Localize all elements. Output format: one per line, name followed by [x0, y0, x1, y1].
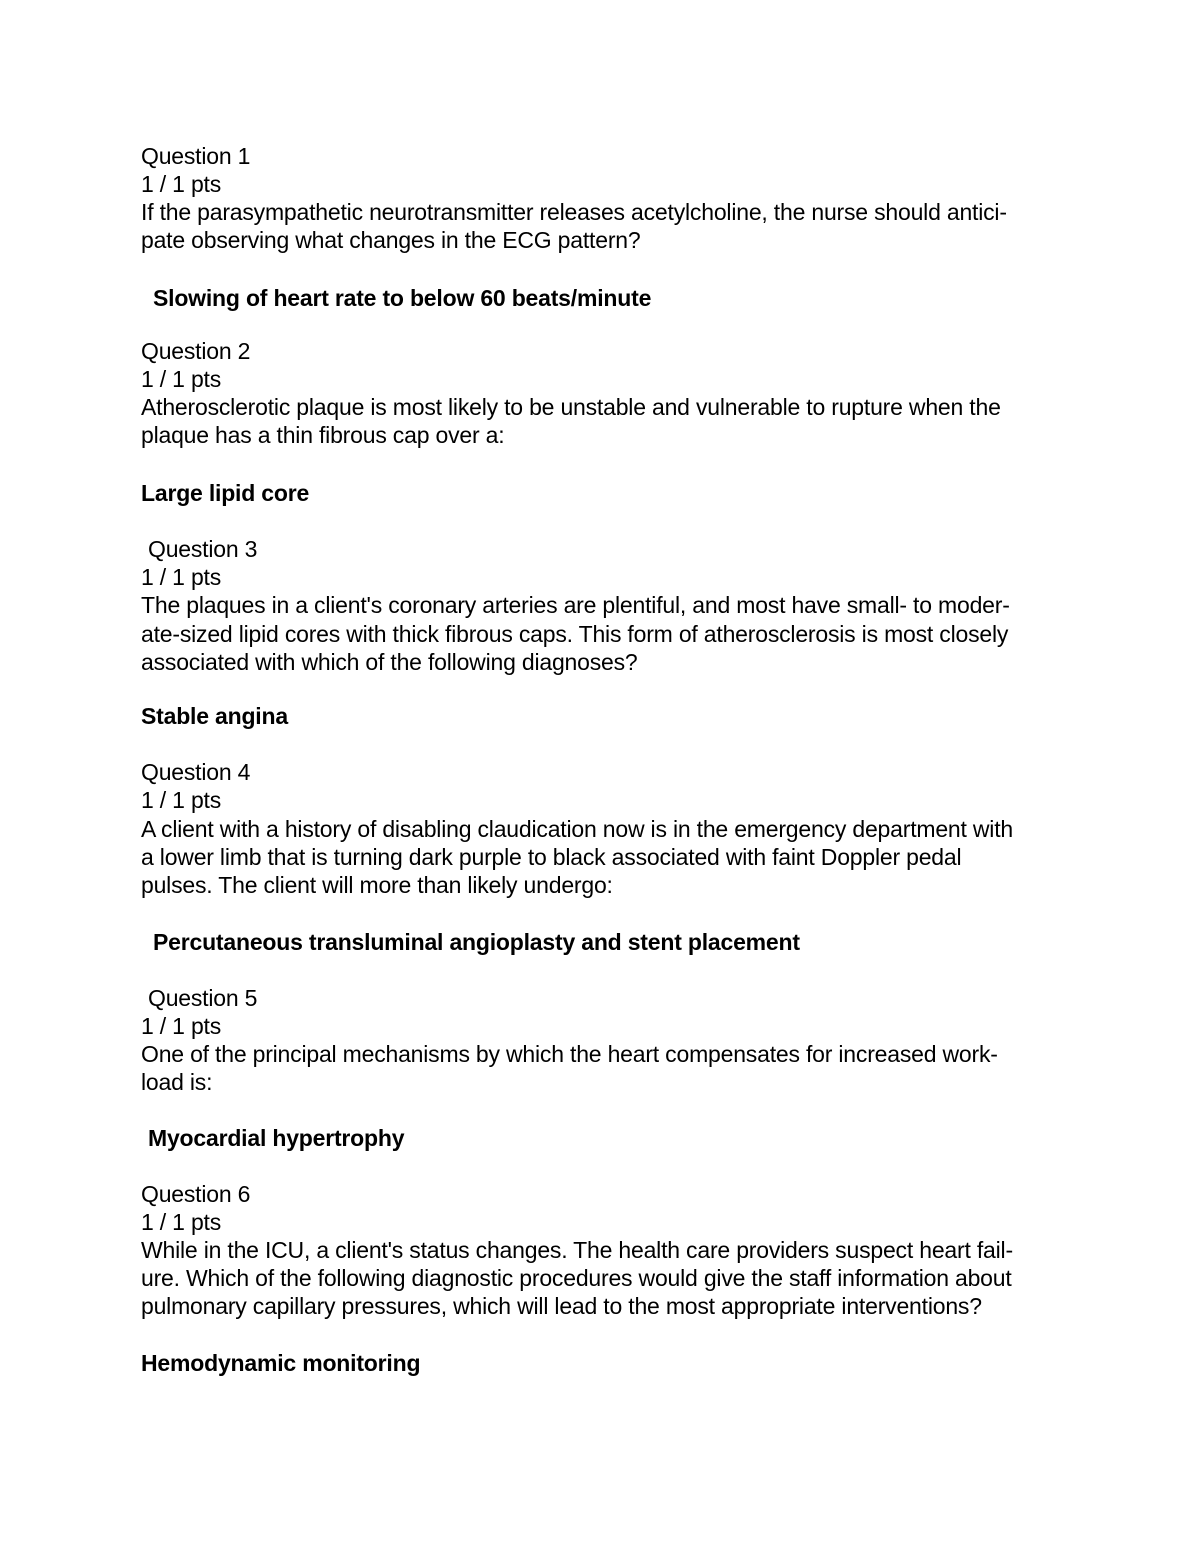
question-points: 1 / 1 pts — [141, 787, 222, 813]
question-text-line: pulmonary capillary pressures, which will lead to the most appropriate interventions? — [141, 1293, 982, 1319]
question-text-line: ure. Which of the following diagnostic procedures would give the staff information about — [141, 1265, 1012, 1291]
question-text-line: If the parasympathetic neurotransmitter releases acetylcholine, the nurse should antici- — [141, 199, 1007, 225]
question-title: Question 1 — [141, 143, 251, 169]
question-answer: Myocardial hypertrophy — [148, 1125, 405, 1151]
question-title: Question 5 — [148, 985, 258, 1011]
question-title: Question 3 — [148, 536, 258, 562]
question-answer: Percutaneous transluminal angioplasty and stent placement — [153, 929, 800, 955]
question-answer: Stable angina — [141, 703, 288, 729]
question-text-line: pate observing what changes in the ECG pattern? — [141, 227, 641, 253]
question-title: Question 4 — [141, 759, 251, 785]
question-points: 1 / 1 pts — [141, 1209, 222, 1235]
question-text-line: plaque has a thin fibrous cap over a: — [141, 422, 505, 448]
question-points: 1 / 1 pts — [141, 171, 222, 197]
question-text-line: pulses. The client will more than likely undergo: — [141, 872, 613, 898]
question-text-line: A client with a history of disabling claudication now is in the emergency department with — [141, 816, 1014, 842]
question-title: Question 6 — [141, 1181, 251, 1207]
question-text-line: Atherosclerotic plaque is most likely to be unstable and vulnerable to rupture when the — [141, 394, 1001, 420]
question-answer: Slowing of heart rate to below 60 beats/minute — [153, 285, 652, 311]
question-text-line: The plaques in a client's coronary arteries are plentiful, and most have small- to moder- — [141, 592, 1010, 618]
question-text-line: One of the principal mechanisms by which the heart compensates for increased work- — [141, 1041, 998, 1067]
question-points: 1 / 1 pts — [141, 1013, 222, 1039]
question-answer: Large lipid core — [141, 480, 310, 506]
question-points: 1 / 1 pts — [141, 564, 222, 590]
question-title: Question 2 — [141, 338, 251, 364]
question-text-line: While in the ICU, a client's status changes. The health care providers suspect heart fail- — [141, 1237, 1013, 1263]
question-text-line: load is: — [141, 1069, 213, 1095]
question-text-line: ate-sized lipid cores with thick fibrous caps. This form of atherosclerosis is most closely — [141, 621, 1009, 647]
question-text-line: a lower limb that is turning dark purple to black associated with faint Doppler pedal — [141, 844, 962, 870]
question-text-line: associated with which of the following diagnoses? — [141, 649, 638, 675]
question-answer: Hemodynamic monitoring — [141, 1350, 421, 1376]
question-points: 1 / 1 pts — [141, 366, 222, 392]
